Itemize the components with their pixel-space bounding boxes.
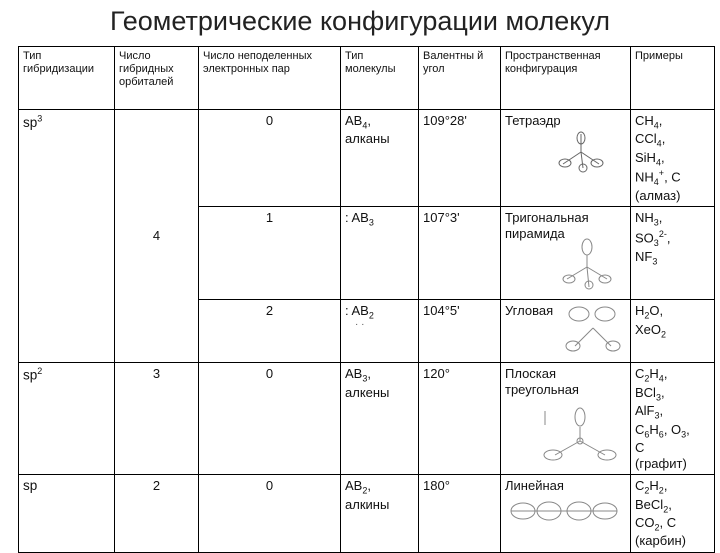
table-row (19, 110, 715, 207)
configuration-cell: Тетраэдр (501, 110, 631, 207)
examples-cell: $CH_4$, CCl$_4$, SiH$_4$, $NH_4^+$, C (алмаз) (631, 110, 715, 207)
molecule-geometry-table (18, 46, 715, 553)
configuration-cell: Тригональная пирамида (501, 207, 631, 300)
configuration-cell: Линейная (501, 475, 631, 553)
header-examples: Примеры (631, 47, 715, 110)
trigonal-planar-diagram (541, 405, 619, 467)
trigonal-pyramid-diagram (559, 237, 615, 291)
header-orbital-count: Число гибридных орбиталей (115, 47, 199, 110)
angular-diagram (561, 302, 625, 356)
linear-diagram (509, 497, 619, 525)
bond-angle-cell: 109°28' (419, 110, 501, 207)
molecule-type-cell: $AB_2$, алкины (341, 475, 419, 553)
examples-cell: $NH_3$, $SO_3^{2-}$, $NF_3$ (631, 207, 715, 300)
examples-cell: $H_2O$, XeO$_2$ (631, 300, 715, 363)
lone-pairs-cell: 0 (199, 110, 341, 207)
hybridization-cell: sp (19, 475, 115, 553)
lone-pairs-cell: 1 (199, 207, 341, 300)
header-row (19, 47, 715, 110)
orbital-count-cell: 2 (115, 475, 199, 553)
page-title: Геометрические конфигурации молекул (109, 6, 611, 36)
hybridization-label: $sp^3$ (23, 113, 43, 130)
orbital-count-cell: 4 (115, 110, 199, 363)
table-row (19, 363, 715, 475)
lone-pairs-cell: 2 (199, 300, 341, 363)
header-hybridization: Тип гибридизации (19, 47, 115, 110)
orbital-count-cell: 3 (115, 363, 199, 475)
header-bond-angle: Валентны й угол (419, 47, 501, 110)
molecule-type-cell: $AB_4$, алканы (341, 110, 419, 207)
examples-cell: $C_2H_2$, BeCl$_2$, $CO_2$, C (карбин) (631, 475, 715, 553)
table-row (19, 475, 715, 553)
lone-pairs-cell: 0 (199, 363, 341, 475)
configuration-cell: Плоская треугольная (501, 363, 631, 475)
examples-cell: $C_2H_4$, BCl$_3$, AlF$_3$, $C_6H_6$, $O_3$, C (графит) (631, 363, 715, 475)
header-molecule-type: Тип молекулы (341, 47, 419, 110)
hybridization-cell (19, 110, 115, 363)
molecule-type-cell: : $AB_3$ (341, 207, 419, 300)
molecule-type-cell: $AB_3$, алкены (341, 363, 419, 475)
header-lone-pairs: Число неподеленных электронных пар (199, 47, 341, 110)
bond-angle-cell: 107°3' (419, 207, 501, 300)
header-configuration: Пространственная конфигурация (501, 47, 631, 110)
lone-pairs-cell: 0 (199, 475, 341, 553)
bond-angle-cell: 180° (419, 475, 501, 553)
configuration-cell: Угловая (501, 300, 631, 363)
hybridization-cell: $sp^2$ (19, 363, 115, 475)
tetrahedron-diagram (555, 130, 607, 174)
bond-angle-cell: 104°5' (419, 300, 501, 363)
molecule-type-cell: : $AB_2$ · · (341, 300, 419, 363)
bond-angle-cell: 120° (419, 363, 501, 475)
